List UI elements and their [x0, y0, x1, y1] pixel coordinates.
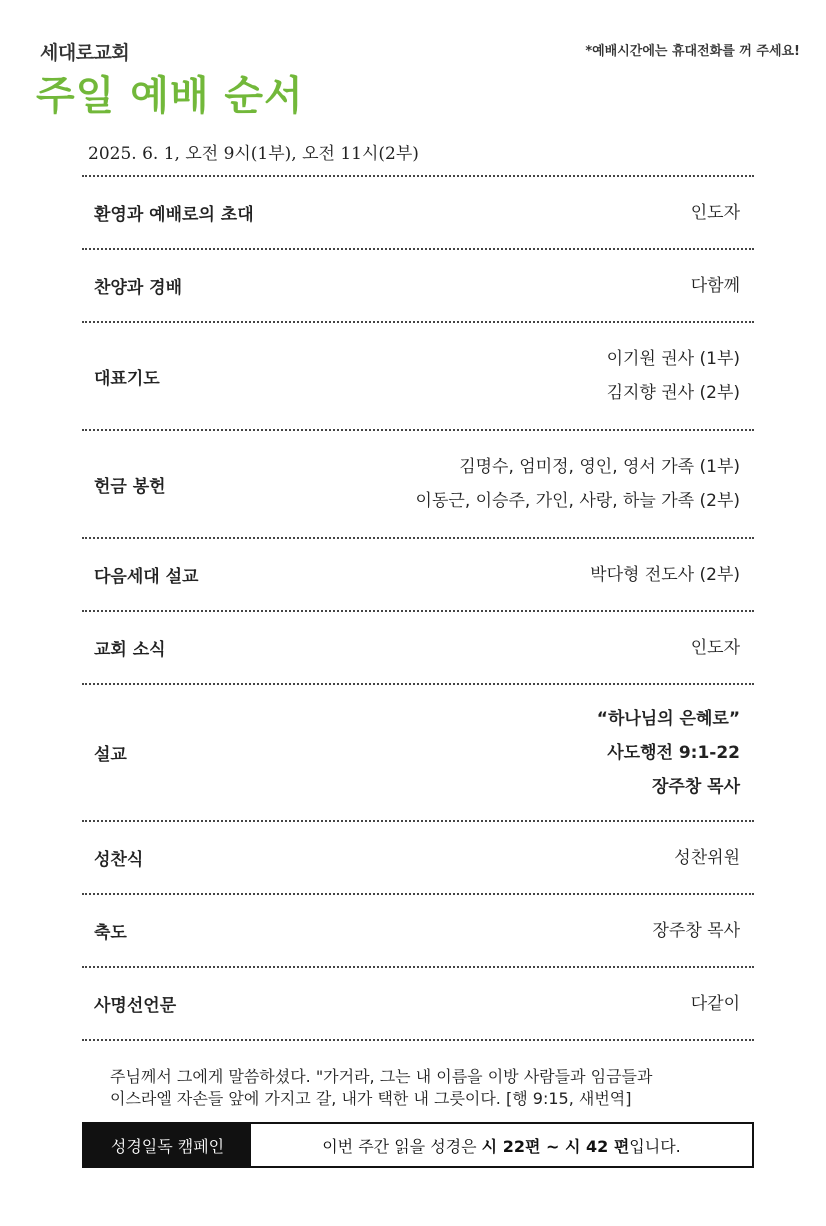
- program-row: [82, 612, 754, 683]
- worship-program: [82, 175, 754, 1041]
- program-item-label: 대표기도: [94, 368, 160, 389]
- church-name: 세대로교회: [40, 42, 130, 64]
- program-item-label: 헌금 봉헌: [94, 476, 166, 497]
- dotted-divider: [82, 1039, 754, 1041]
- program-item-leader: [597, 702, 754, 804]
- leader-line: 사도행전 9:1-22: [607, 742, 740, 763]
- program-item-leader: [590, 558, 754, 592]
- program-item-label: 다음세대 설교: [94, 567, 199, 587]
- leader-line: 인도자: [690, 202, 740, 223]
- leader-line: 장주창 목사: [652, 920, 740, 941]
- program-item-leader: [691, 631, 754, 665]
- campaign-suffix: 입니다.: [629, 1136, 681, 1156]
- program-row: [82, 177, 754, 248]
- program-row: [82, 968, 754, 1039]
- leader-line: 김지향 권사 (2부): [606, 383, 740, 403]
- leader-line: 장주창 목사: [651, 776, 740, 797]
- leader-line: “하나님의 은혜로”: [596, 708, 740, 729]
- program-item-label: 교회 소식: [94, 640, 166, 660]
- leader-line: 이동근, 이승주, 가인, 사랑, 하늘 가족 (2부): [415, 491, 740, 511]
- program-item-leader: [607, 342, 754, 410]
- program-item-label: 성찬식: [94, 850, 144, 870]
- program-item-label: 축도: [94, 923, 127, 943]
- leader-line: 인도자: [690, 637, 740, 658]
- phone-notice: *예배시간에는 휴대전화를 꺼 주세요!: [585, 44, 800, 59]
- program-row: [82, 895, 754, 966]
- campaign-range: 시 22편 ~ 시 42 편: [481, 1136, 630, 1156]
- program-item-leader: [691, 987, 754, 1021]
- reading-campaign-box: [82, 1122, 754, 1168]
- service-date: 2025. 6. 1, 오전 9시(1부), 오전 11시(2부): [88, 144, 419, 164]
- program-row: [82, 539, 754, 610]
- program-row: [82, 685, 754, 820]
- program-item-leader: [691, 196, 754, 230]
- page-title: 주일 예배 순서: [36, 73, 304, 119]
- verse-line: 주님께서 그에게 말씀하셨다. "가거라, 그는 내 이름을 이방 사람들과 임금들과: [110, 1067, 653, 1086]
- leader-line: 다함께: [690, 275, 740, 296]
- program-item-label: 환영과 예배로의 초대: [94, 205, 254, 225]
- scripture-verse: [110, 1066, 652, 1110]
- program-item-label: 사명선언문: [94, 996, 177, 1016]
- campaign-prefix: 이번 주간 읽을 성경은: [322, 1136, 482, 1156]
- campaign-text: [251, 1124, 752, 1166]
- program-item-label: 찬양과 경배: [94, 278, 183, 298]
- campaign-tag: 성경일독 캠페인: [84, 1124, 251, 1166]
- leader-line: 김명수, 엄미정, 영인, 영서 가족 (1부): [459, 457, 740, 477]
- program-item-leader: [691, 269, 754, 303]
- leader-line: 성찬위원: [674, 847, 740, 868]
- program-item-leader: [674, 841, 754, 875]
- leader-line: 다같이: [690, 993, 740, 1014]
- leader-line: 이기원 권사 (1부): [606, 349, 740, 369]
- program-item-leader: [652, 914, 754, 948]
- program-item-label: 설교: [94, 745, 127, 765]
- verse-line: 이스라엘 자손들 앞에 가지고 갈, 내가 택한 내 그릇이다. [행 9:15, 새번역]: [110, 1089, 632, 1108]
- program-item-leader: [416, 450, 754, 518]
- program-row: [82, 250, 754, 321]
- program-row: [82, 323, 754, 429]
- program-row: [82, 822, 754, 893]
- leader-line: 박다형 전도사 (2부): [590, 564, 740, 585]
- program-row: [82, 431, 754, 537]
